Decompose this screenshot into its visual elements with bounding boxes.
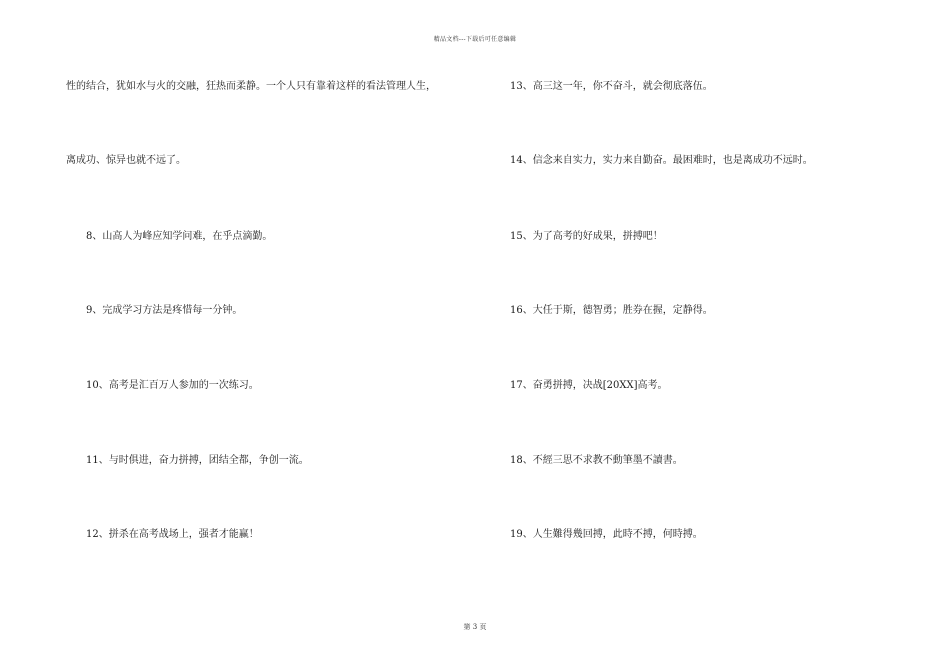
paragraph-line: 性的结合，犹如水与火的交融，狂热而柔静。一个人只有靠着这样的看法管理人生， bbox=[66, 81, 436, 92]
page-header: 精品文档---下载后可任意编辑 bbox=[433, 36, 517, 43]
list-item: 15、为了高考的好成果，拼搏吧！ bbox=[510, 231, 663, 242]
list-item: 8、山高人为峰应知学问难，在乎点滴勤。 bbox=[86, 231, 273, 242]
list-item: 10、高考是汇百万人参加的一次练习。 bbox=[86, 380, 259, 391]
list-item: 11、与时俱进，奋力拼搏，团结全都，争创一流。 bbox=[86, 455, 309, 466]
list-item: 19、人生難得幾回搏，此時不搏，何時搏。 bbox=[510, 529, 703, 540]
list-item: 12、拼杀在高考战场上，强者才能赢！ bbox=[86, 529, 259, 540]
list-item: 16、大任于斯，德智勇；胜券在握，定静得。 bbox=[510, 305, 713, 316]
list-item: 14、信念来自实力，实力来自勤奋。最困难时，也是离成功不远时。 bbox=[510, 155, 813, 166]
paragraph-line: 离成功、惊异也就不远了。 bbox=[66, 155, 186, 166]
page-number: 第 3 页 bbox=[463, 623, 487, 631]
list-item: 18、不經三思不求教不動筆墨不讀書。 bbox=[510, 455, 683, 466]
list-item: 9、完成学习方法是疼惜每一分钟。 bbox=[86, 305, 243, 316]
list-item: 13、高三这一年，你不奋斗，就会彻底落伍。 bbox=[510, 81, 713, 92]
list-item: 17、奋勇拼搏，决战[20XX]高考。 bbox=[510, 380, 668, 391]
